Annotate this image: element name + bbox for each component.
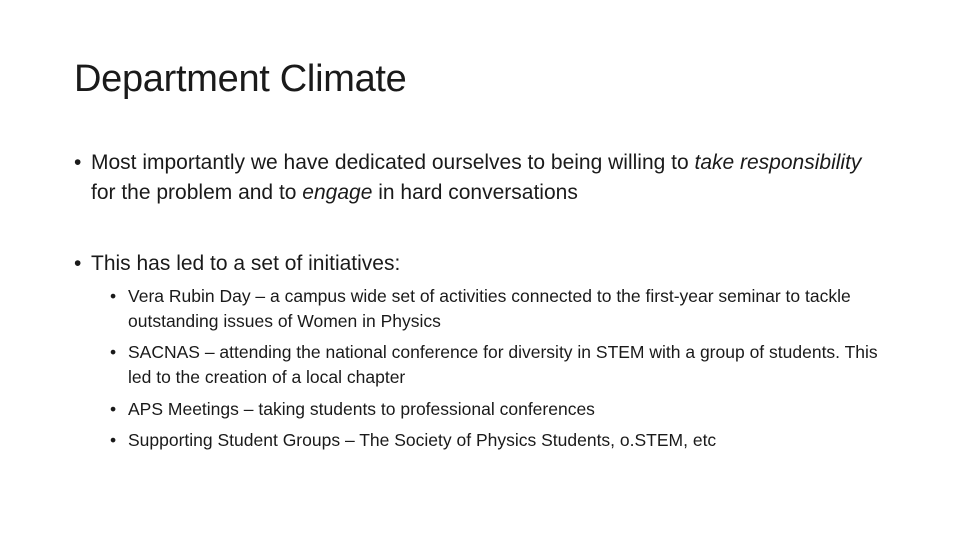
bullet-text-part: for the problem and to bbox=[91, 181, 303, 204]
bullet-marker: • bbox=[74, 252, 82, 275]
slide-title: Department Climate bbox=[74, 58, 407, 100]
bullet-text: This has led to a set of initiatives: bbox=[91, 252, 401, 275]
sub-bullet-text: Vera Rubin Day – a campus wide set of activities connected to the first-year seminar to tackle outstanding issues of Women in Physics bbox=[128, 286, 851, 331]
sub-bullet-aps-meetings bbox=[110, 397, 890, 422]
sub-bullet-text: Supporting Student Groups – The Society of Physics Students, o.STEM, etc bbox=[128, 430, 717, 450]
bullet-marker: • bbox=[74, 151, 82, 174]
emphasis-take-responsibility: take responsibility bbox=[694, 151, 862, 174]
sub-bullet-marker: • bbox=[110, 342, 117, 362]
sub-bullet-text: SACNAS – attending the national conference for diversity in STEM with a group of students. This led to the creation of a local chapter bbox=[128, 342, 878, 387]
sub-bullet-marker: • bbox=[110, 399, 117, 419]
bullet-text-part: Most importantly we have dedicated ourselves to being willing to bbox=[91, 151, 695, 174]
bullet-item-responsibility bbox=[74, 148, 874, 208]
sub-bullet-marker: • bbox=[110, 430, 117, 450]
sub-bullet-student-groups bbox=[110, 428, 890, 453]
sub-bullet-text: APS Meetings – taking students to professional conferences bbox=[128, 399, 595, 419]
bullet-text bbox=[74, 148, 874, 208]
sub-bullet-sacnas bbox=[110, 340, 890, 390]
bullet-item-initiatives bbox=[74, 249, 874, 279]
bullet-text-part: in hard conversations bbox=[372, 181, 578, 204]
sub-bullet-vera-rubin-day bbox=[110, 284, 890, 334]
emphasis-engage: engage bbox=[302, 181, 373, 204]
sub-bullet-marker: • bbox=[110, 286, 117, 306]
